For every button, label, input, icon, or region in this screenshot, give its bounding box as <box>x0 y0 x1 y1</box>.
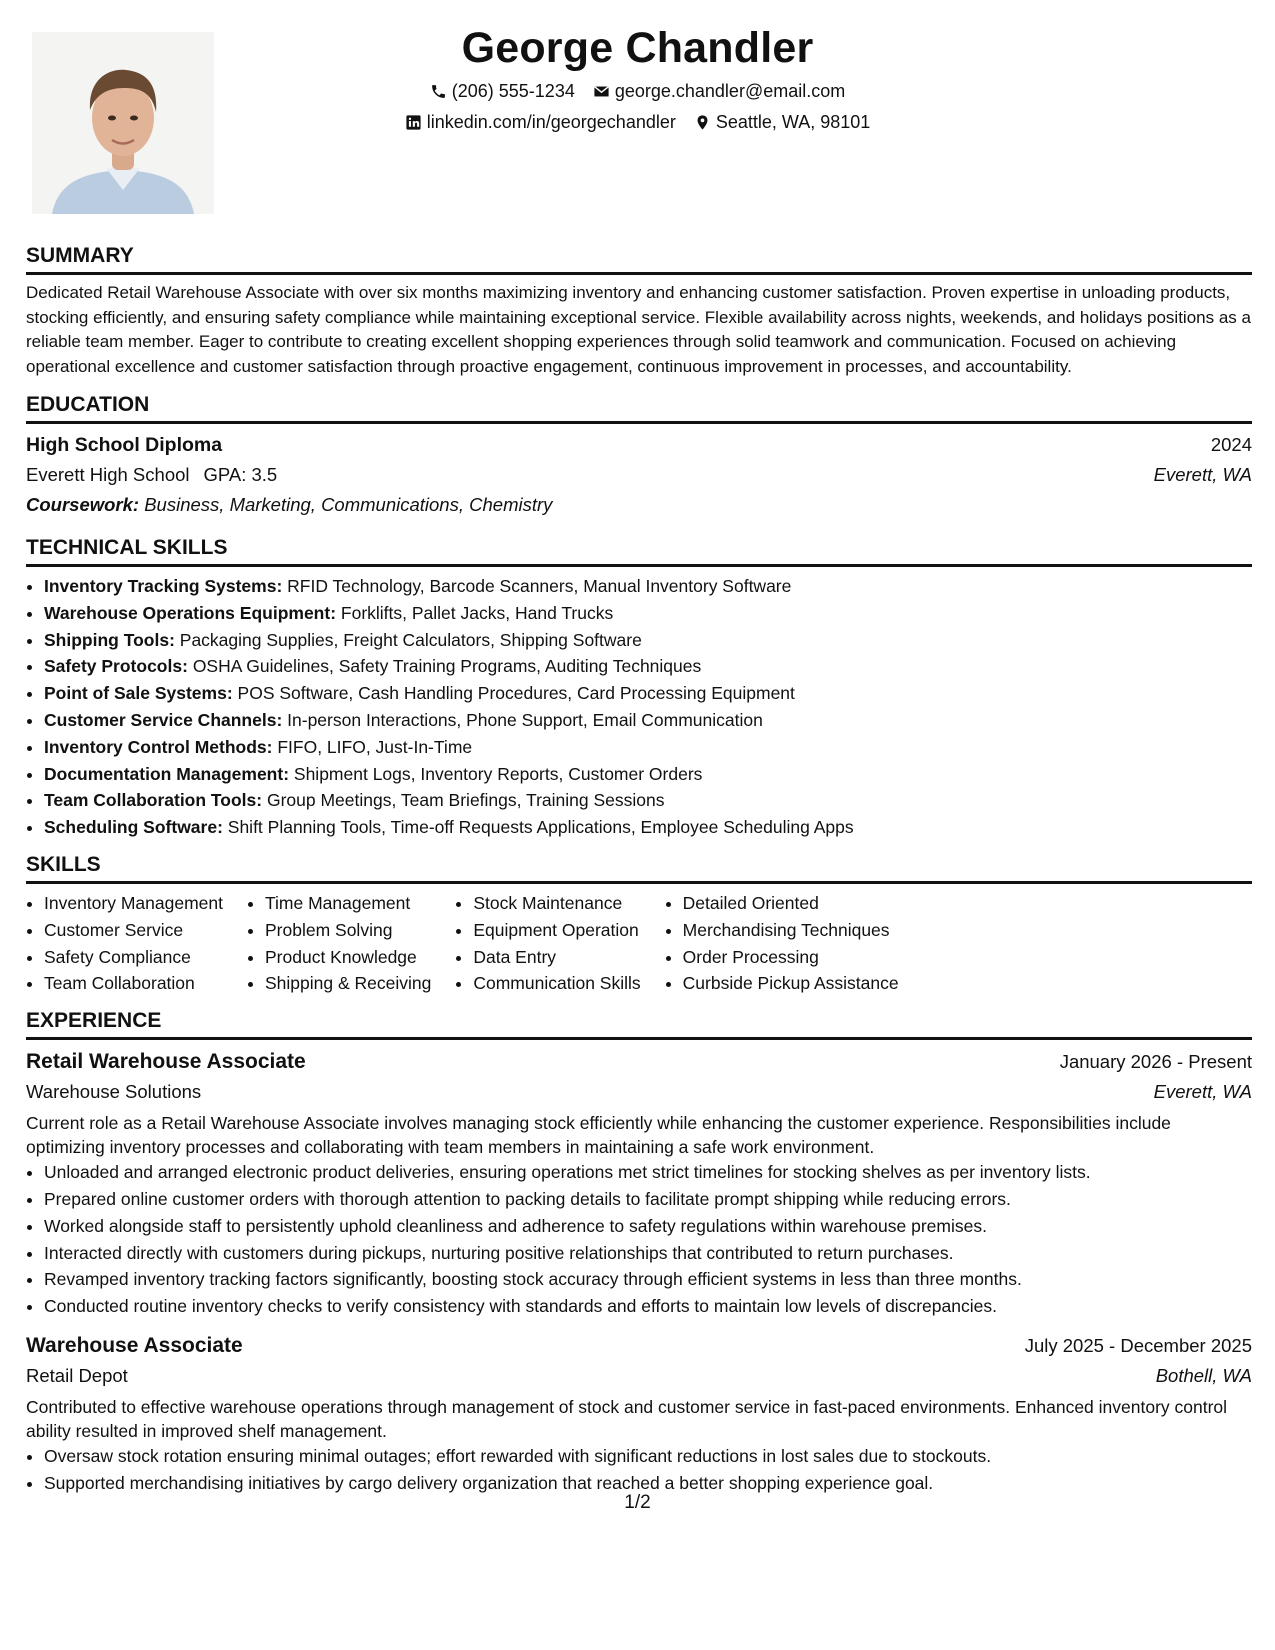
job-company: Retail Depot <box>26 1364 128 1386</box>
technical-skills-heading: TECHNICAL SKILLS <box>26 536 228 559</box>
job-location: Bothell, WA <box>1155 1364 1252 1386</box>
job-bullet: • Conducted routine inventory checks to verify consistency with standards and efforts to maintain low levels of discrepancies. <box>44 1293 1252 1320</box>
skill-item: • Inventory Management <box>44 890 223 917</box>
job-bullet: • Unloaded and arranged electronic product deliveries, ensuring operations met strict timelines for stocking shelves as per inventory lists. <box>44 1159 1252 1186</box>
skills-column-4 <box>665 890 899 997</box>
phone-item <box>430 76 575 107</box>
job-dates: July 2025 - December 2025 <box>1024 1334 1252 1356</box>
skill-item: • Detailed Oriented <box>683 890 899 917</box>
education-location: Everett, WA <box>1153 464 1252 485</box>
technical-skill-label: Safety Protocols: <box>44 656 188 677</box>
education-heading: EDUCATION <box>26 393 150 416</box>
coursework-label: Coursework: <box>26 494 140 515</box>
technical-skill-value: Shift Planning Tools, Time-off Requests Applications, Employee Scheduling Apps <box>227 817 854 838</box>
skill-item: • Data Entry <box>473 944 640 971</box>
job-company: Warehouse Solutions <box>26 1081 202 1103</box>
technical-skill-value: Packaging Supplies, Freight Calculators, Shipping Software <box>179 629 642 650</box>
technical-skill-value: Forklifts, Pallet Jacks, Hand Trucks <box>340 602 614 623</box>
job-bullet: • Prepared online customer orders with thorough attention to packing details to facilitate prompt shipping while reducing errors. <box>44 1186 1252 1213</box>
experience-entry-1 <box>26 1046 1252 1320</box>
technical-skill-item <box>44 653 1252 680</box>
profile-photo <box>32 32 214 214</box>
location-item <box>694 107 870 138</box>
experience-entry-2 <box>26 1330 1252 1497</box>
experience-row <box>26 1077 1252 1107</box>
technical-skill-item <box>44 734 1252 761</box>
skill-item: • Product Knowledge <box>265 944 431 971</box>
experience-row <box>26 1330 1252 1361</box>
linkedin-icon <box>405 114 422 131</box>
contact-row-1 <box>230 76 1045 107</box>
technical-skill-item <box>44 600 1252 627</box>
skill-item: • Stock Maintenance <box>473 890 640 917</box>
job-bullet: • Worked alongside staff to persistently uphold cleanliness and adherence to safety regulations within warehouse premises. <box>44 1213 1252 1240</box>
skills-column-1 <box>26 890 223 997</box>
technical-skill-label: Team Collaboration Tools: <box>44 790 263 811</box>
technical-skill-item <box>44 707 1252 734</box>
job-bullet: • Interacted directly with customers during pickups, nurturing positive relationships that contributed to return purchases. <box>44 1240 1252 1267</box>
technical-skill-value: In-person Interactions, Phone Support, Email Communication <box>287 709 763 730</box>
email-item[interactable] <box>593 76 845 107</box>
job-dates: January 2026 - Present <box>1059 1051 1252 1073</box>
job-bullet: • Revamped inventory tracking factors significantly, boosting stock accuracy through efficient systems in less than three months. <box>44 1266 1252 1293</box>
map-pin-icon <box>694 114 711 131</box>
resume-content <box>26 240 1252 1497</box>
job-location: Everett, WA <box>1153 1081 1252 1103</box>
profile-photo-illustration <box>32 32 214 214</box>
job-bullets <box>26 1159 1252 1320</box>
education-school: Everett High School <box>26 464 190 485</box>
technical-skill-label: Inventory Control Methods: <box>44 736 273 757</box>
candidate-name: George Chandler <box>461 24 814 72</box>
coursework-text: Business, Marketing, Communications, Chemistry <box>144 494 553 515</box>
technical-skill-item <box>44 814 1252 841</box>
education-divider <box>26 421 1252 424</box>
technical-skill-label: Shipping Tools: <box>44 629 175 650</box>
phone-text: (206) 555-1234 <box>451 81 575 101</box>
linkedin-item[interactable] <box>405 107 676 138</box>
phone-icon <box>430 83 447 100</box>
skills-column-2 <box>247 890 431 997</box>
education-degree: High School Diploma <box>26 434 223 456</box>
skill-item: • Time Management <box>265 890 431 917</box>
technical-skill-item <box>44 761 1252 788</box>
job-bullet: • Supported merchandising initiatives by cargo delivery organization that reached a better shopping experience goal. <box>44 1470 1252 1497</box>
skill-item: • Equipment Operation <box>473 917 640 944</box>
job-bullet: • Oversaw stock rotation ensuring minimal outages; effort rewarded with significant reductions in lost sales due to stockouts. <box>44 1443 1252 1470</box>
technical-skill-value: Group Meetings, Team Briefings, Training Sessions <box>266 790 665 811</box>
experience-divider <box>26 1037 1252 1040</box>
technical-skill-label: Warehouse Operations Equipment: <box>44 602 337 623</box>
education-gpa: GPA: 3.5 <box>203 464 278 485</box>
experience-row <box>26 1046 1252 1077</box>
technical-skill-item <box>44 627 1252 654</box>
education-row-2 <box>26 460 1252 490</box>
technical-skill-item <box>44 787 1252 814</box>
envelope-icon <box>593 83 610 100</box>
skill-item: • Merchandising Techniques <box>683 917 899 944</box>
technical-skill-label: Point of Sale Systems: <box>44 683 233 704</box>
summary-heading: SUMMARY <box>26 244 134 267</box>
skill-item: • Communication Skills <box>473 970 640 997</box>
education-year: 2024 <box>1210 434 1252 455</box>
technical-skills-list <box>26 573 1252 841</box>
experience-row <box>26 1361 1252 1391</box>
location-text: Seattle, WA, 98101 <box>715 112 871 132</box>
skill-item: • Order Processing <box>683 944 899 971</box>
resume-header <box>230 20 1045 138</box>
technical-skill-value: OSHA Guidelines, Safety Training Programs, Auditing Techniques <box>192 656 702 677</box>
skills-heading: SKILLS <box>26 852 101 876</box>
technical-skill-item <box>44 573 1252 600</box>
technical-skill-label: Customer Service Channels: <box>44 709 283 730</box>
page-number: 1/2 <box>624 1492 651 1513</box>
technical-skill-value: RFID Technology, Barcode Scanners, Manual Inventory Software <box>287 576 792 596</box>
skills-column-3 <box>455 890 640 997</box>
skill-item: • Shipping & Receiving <box>265 970 431 997</box>
linkedin-text: linkedin.com/in/georgechandler <box>426 112 676 132</box>
email-text: george.chandler@email.com <box>614 81 846 101</box>
skill-item: • Curbside Pickup Assistance <box>683 970 899 997</box>
technical-skill-label: Scheduling Software: <box>44 817 223 838</box>
skills-grid <box>26 890 1252 997</box>
technical-skill-value: FIFO, LIFO, Just-In-Time <box>277 736 473 757</box>
job-bullets <box>26 1443 1252 1497</box>
technical-skill-label: Documentation Management: <box>44 763 290 784</box>
technical-skill-label: Inventory Tracking Systems: <box>44 576 283 596</box>
education-school-line <box>26 460 277 490</box>
education-coursework <box>26 490 1252 520</box>
summary-text: Dedicated Retail Warehouse Associate with over six months maximizing inventory and enhancing customer satisfaction. Proven expertise in unloading products, stocking efficiently, and ensuring safety compliance while maintaining exceptional service. Flexible availability across nights, weekends, and holidays positions as a reliable team member. Eager to contribute to creating excellent shopping experiences through solid teamwork and communication. Focused on achieving operational excellence and customer satisfaction through proactive engagement, continuous improvement in processes, and accountability. <box>26 283 1251 376</box>
contact-row-2 <box>230 107 1045 138</box>
skill-item: • Safety Compliance <box>44 944 223 971</box>
education-row-1 <box>26 430 1252 460</box>
technical-skill-item <box>44 680 1252 707</box>
technical-skills-divider <box>26 564 1252 567</box>
technical-skill-value: Shipment Logs, Inventory Reports, Customer Orders <box>293 763 703 784</box>
experience-heading: EXPERIENCE <box>26 1009 162 1033</box>
skill-item: • Team Collaboration <box>44 970 223 997</box>
job-title: Retail Warehouse Associate <box>26 1050 306 1074</box>
technical-skill-value: POS Software, Cash Handling Procedures, Card Processing Equipment <box>237 683 795 704</box>
skills-divider <box>26 881 1252 884</box>
job-description: Current role as a Retail Warehouse Associate involves managing stock efficiently while enhancing the customer experience. Responsibilities include optimizing inventory processes and collaborating with team members in maintaining a safe work environment. <box>26 1113 1171 1158</box>
skill-item: • Customer Service <box>44 917 223 944</box>
job-description: Contributed to effective warehouse operations through management of stock and customer service in fast-paced environments. Enhanced inventory control ability resulted in improved shelf management. <box>26 1396 1228 1441</box>
job-title: Warehouse Associate <box>26 1333 243 1357</box>
summary-divider <box>26 272 1252 275</box>
skill-item: • Problem Solving <box>265 917 431 944</box>
